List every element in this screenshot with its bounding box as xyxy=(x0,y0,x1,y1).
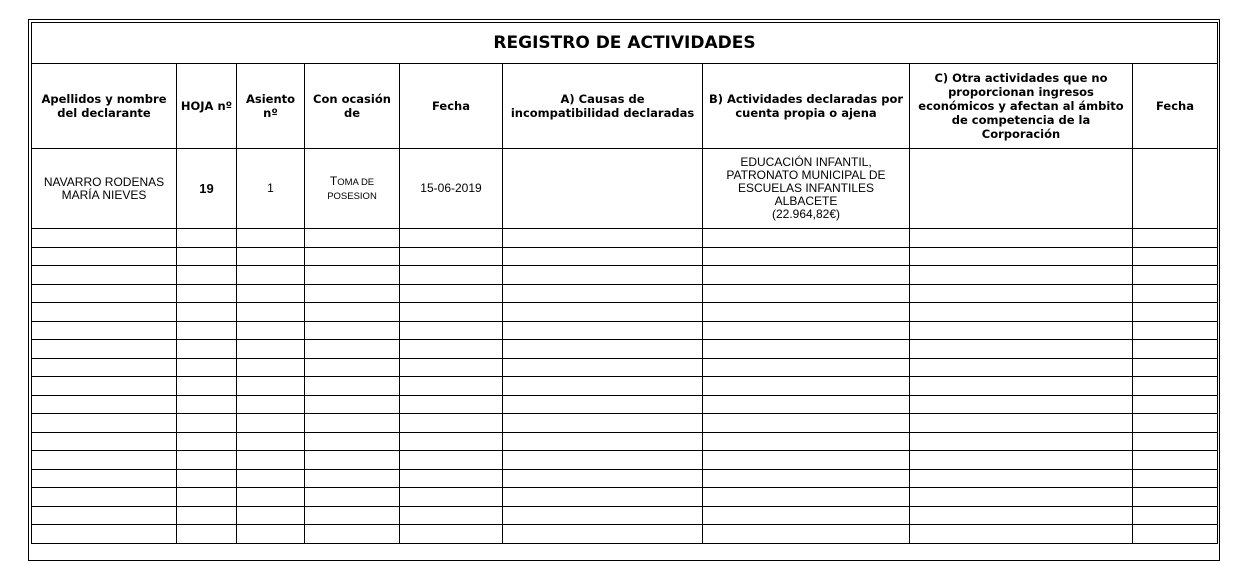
empty-cell xyxy=(177,229,237,248)
empty-cell xyxy=(703,229,910,248)
empty-cell xyxy=(703,340,910,359)
empty-cell xyxy=(400,451,503,470)
empty-cell xyxy=(400,247,503,266)
empty-cell xyxy=(177,266,237,285)
empty-cell xyxy=(32,340,177,359)
empty-cell xyxy=(237,414,305,433)
empty-cell xyxy=(400,303,503,322)
empty-cell xyxy=(177,414,237,433)
empty-cell xyxy=(1133,266,1218,285)
empty-cell xyxy=(177,525,237,544)
header-causas: A) Causas de incompatibilidad declaradas xyxy=(503,64,703,149)
empty-cell xyxy=(400,321,503,340)
empty-cell xyxy=(503,506,703,525)
empty-cell xyxy=(400,377,503,396)
empty-cell xyxy=(32,321,177,340)
empty-cell xyxy=(1133,488,1218,507)
table-row xyxy=(32,284,1218,303)
empty-cell xyxy=(32,303,177,322)
empty-cell xyxy=(1133,377,1218,396)
empty-cell xyxy=(1133,303,1218,322)
header-otras: C) Otra actividades que no proporcionan ingresos económicos y afectan al ámbito de competencia de la Corporación xyxy=(910,64,1133,149)
empty-cell xyxy=(503,451,703,470)
empty-cell xyxy=(703,432,910,451)
empty-cell xyxy=(503,395,703,414)
empty-cell xyxy=(177,488,237,507)
registro-table xyxy=(31,22,1218,544)
empty-cell xyxy=(237,321,305,340)
empty-cell xyxy=(703,303,910,322)
empty-cell xyxy=(503,432,703,451)
empty-cell xyxy=(400,488,503,507)
table-row xyxy=(32,414,1218,433)
empty-cell xyxy=(910,266,1133,285)
empty-cell xyxy=(910,525,1133,544)
table-row xyxy=(32,303,1218,322)
empty-cell xyxy=(503,358,703,377)
empty-cell xyxy=(237,506,305,525)
actividades-line-2: PATRONATO MUNICIPAL DE xyxy=(726,168,886,182)
empty-cell xyxy=(1133,414,1218,433)
empty-cell xyxy=(177,451,237,470)
empty-cell xyxy=(237,451,305,470)
empty-cell xyxy=(177,284,237,303)
empty-cell xyxy=(305,247,400,266)
empty-cell xyxy=(32,451,177,470)
empty-cell xyxy=(1133,321,1218,340)
empty-cell xyxy=(400,229,503,248)
empty-cell xyxy=(910,247,1133,266)
empty-cell xyxy=(503,414,703,433)
empty-cell xyxy=(305,284,400,303)
cell-fecha: 15-06-2019 xyxy=(400,149,503,229)
empty-cell xyxy=(910,488,1133,507)
name-line-2: MARÍA NIEVES xyxy=(61,187,147,202)
empty-cell xyxy=(305,432,400,451)
empty-cell xyxy=(237,340,305,359)
empty-cell xyxy=(32,525,177,544)
empty-cell xyxy=(910,284,1133,303)
empty-cell xyxy=(1133,451,1218,470)
table-row xyxy=(32,229,1218,248)
empty-cell xyxy=(237,229,305,248)
table-row xyxy=(32,321,1218,340)
empty-cell xyxy=(703,414,910,433)
empty-cell xyxy=(305,469,400,488)
empty-cell xyxy=(237,358,305,377)
header-fecha-2: Fecha xyxy=(1133,64,1218,149)
empty-cell xyxy=(32,506,177,525)
empty-cell xyxy=(400,395,503,414)
empty-cell xyxy=(1133,395,1218,414)
empty-cell xyxy=(305,506,400,525)
table-row xyxy=(32,525,1218,544)
empty-cell xyxy=(1133,432,1218,451)
empty-cell xyxy=(1133,525,1218,544)
table-row xyxy=(32,395,1218,414)
empty-cell xyxy=(910,506,1133,525)
empty-cell xyxy=(400,284,503,303)
ocasion-line-1: OMA DE xyxy=(337,176,375,188)
empty-cell xyxy=(910,451,1133,470)
empty-cell xyxy=(703,395,910,414)
empty-cell xyxy=(503,488,703,507)
empty-cell xyxy=(400,414,503,433)
header-actividades: B) Actividades declaradas por cuenta propia o ajena xyxy=(703,64,910,149)
cell-causas xyxy=(503,149,703,229)
empty-cell xyxy=(305,229,400,248)
table-row xyxy=(32,432,1218,451)
empty-cell xyxy=(703,266,910,285)
cell-hoja: 19 xyxy=(177,149,237,229)
empty-cell xyxy=(237,266,305,285)
empty-cell xyxy=(305,358,400,377)
empty-cell xyxy=(703,284,910,303)
actividades-line-5: (22.964,82€) xyxy=(771,207,841,221)
cell-asiento: 1 xyxy=(237,149,305,229)
empty-cell xyxy=(32,395,177,414)
header-apellidos: Apellidos y nombre del declarante xyxy=(32,64,177,149)
empty-cell xyxy=(400,340,503,359)
empty-cell xyxy=(703,525,910,544)
empty-cell xyxy=(32,377,177,396)
empty-cell xyxy=(177,377,237,396)
empty-cell xyxy=(237,303,305,322)
empty-cell xyxy=(503,303,703,322)
empty-cell xyxy=(32,358,177,377)
empty-cell xyxy=(237,469,305,488)
empty-cell xyxy=(305,488,400,507)
empty-cell xyxy=(703,358,910,377)
empty-cell xyxy=(910,229,1133,248)
empty-cell xyxy=(32,488,177,507)
empty-cell xyxy=(1133,340,1218,359)
empty-cell xyxy=(503,377,703,396)
empty-cell xyxy=(503,469,703,488)
empty-cell xyxy=(503,321,703,340)
empty-cell xyxy=(400,506,503,525)
empty-cell xyxy=(237,525,305,544)
empty-cell xyxy=(1133,284,1218,303)
empty-cell xyxy=(503,266,703,285)
empty-cell xyxy=(305,266,400,285)
empty-cell xyxy=(910,395,1133,414)
empty-cell xyxy=(32,266,177,285)
empty-cell xyxy=(1133,358,1218,377)
table-row xyxy=(32,358,1218,377)
table-row xyxy=(32,488,1218,507)
empty-cell xyxy=(503,229,703,248)
empty-cell xyxy=(703,488,910,507)
empty-cell xyxy=(400,432,503,451)
empty-cell xyxy=(305,414,400,433)
empty-cell xyxy=(703,247,910,266)
table-title: REGISTRO DE ACTIVIDADES xyxy=(32,23,1218,64)
empty-cell xyxy=(237,247,305,266)
empty-cell xyxy=(910,358,1133,377)
empty-cell xyxy=(237,432,305,451)
empty-cell xyxy=(305,377,400,396)
empty-cell xyxy=(503,247,703,266)
empty-cell xyxy=(177,340,237,359)
table-row xyxy=(32,247,1218,266)
empty-cell xyxy=(703,377,910,396)
empty-cell xyxy=(32,432,177,451)
empty-cell xyxy=(237,488,305,507)
empty-cell xyxy=(177,247,237,266)
cell-fecha-2 xyxy=(1133,149,1218,229)
empty-cell xyxy=(400,358,503,377)
empty-cell xyxy=(32,229,177,248)
cell-otras xyxy=(910,149,1133,229)
ocasion-initial: T xyxy=(329,173,338,188)
empty-cell xyxy=(400,266,503,285)
empty-cell xyxy=(32,284,177,303)
name-line-1: NAVARRO RODENAS xyxy=(43,174,165,189)
empty-cell xyxy=(910,321,1133,340)
empty-cell xyxy=(910,340,1133,359)
empty-cell xyxy=(910,303,1133,322)
empty-cell xyxy=(305,303,400,322)
header-asiento: Asiento nº xyxy=(237,64,305,149)
header-ocasion: Con ocasión de xyxy=(305,64,400,149)
empty-cell xyxy=(177,303,237,322)
empty-cell xyxy=(400,525,503,544)
table-row xyxy=(32,377,1218,396)
empty-cell xyxy=(910,432,1133,451)
empty-cell xyxy=(305,525,400,544)
actividades-line-4: ALBACETE xyxy=(774,194,838,208)
empty-cell xyxy=(703,469,910,488)
empty-cell xyxy=(305,395,400,414)
empty-cell xyxy=(177,506,237,525)
empty-rows xyxy=(32,229,1218,544)
empty-cell xyxy=(400,469,503,488)
cell-name xyxy=(32,149,177,229)
empty-cell xyxy=(1133,469,1218,488)
empty-cell xyxy=(177,395,237,414)
cell-ocasion xyxy=(305,149,400,229)
table-row xyxy=(32,469,1218,488)
empty-cell xyxy=(32,247,177,266)
actividades-line-3: ESCUELAS INFANTILES xyxy=(737,181,875,195)
empty-cell xyxy=(503,284,703,303)
table-row xyxy=(32,266,1218,285)
empty-cell xyxy=(237,377,305,396)
empty-cell xyxy=(32,414,177,433)
empty-cell xyxy=(305,451,400,470)
table-row xyxy=(32,451,1218,470)
empty-cell xyxy=(1133,229,1218,248)
empty-cell xyxy=(32,469,177,488)
empty-cell xyxy=(237,395,305,414)
header-row xyxy=(32,64,1218,149)
cell-actividades xyxy=(703,149,910,229)
empty-cell xyxy=(177,321,237,340)
table-row xyxy=(32,506,1218,525)
empty-cell xyxy=(503,525,703,544)
empty-cell xyxy=(177,469,237,488)
header-hoja: HOJA nº xyxy=(177,64,237,149)
empty-cell xyxy=(305,321,400,340)
empty-cell xyxy=(910,377,1133,396)
empty-cell xyxy=(305,340,400,359)
empty-cell xyxy=(910,414,1133,433)
empty-cell xyxy=(703,451,910,470)
empty-cell xyxy=(910,469,1133,488)
empty-cell xyxy=(703,506,910,525)
header-fecha: Fecha xyxy=(400,64,503,149)
empty-cell xyxy=(1133,506,1218,525)
empty-cell xyxy=(703,321,910,340)
empty-cell xyxy=(177,358,237,377)
actividades-line-1: EDUCACIÓN INFANTIL, xyxy=(740,155,872,169)
empty-cell xyxy=(503,340,703,359)
empty-cell xyxy=(1133,247,1218,266)
empty-cell xyxy=(177,432,237,451)
table-row xyxy=(32,340,1218,359)
ocasion-line-2: POSESION xyxy=(327,190,377,202)
empty-cell xyxy=(237,284,305,303)
table-row xyxy=(32,149,1218,229)
